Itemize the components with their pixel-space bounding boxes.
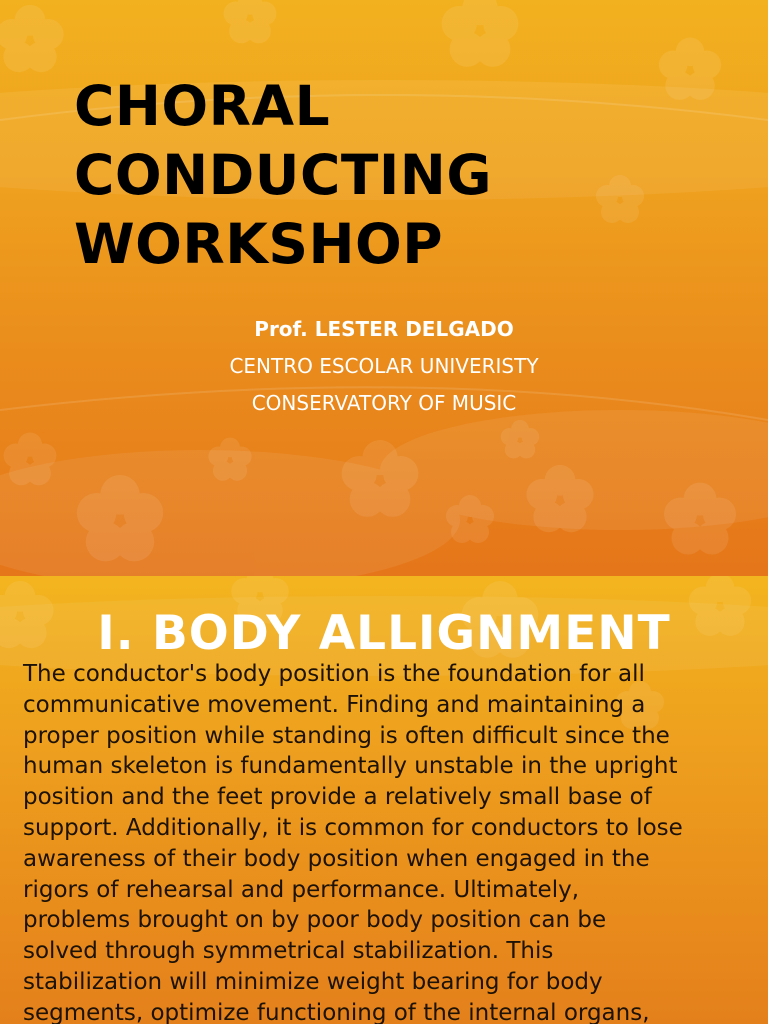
body-line: stabilization will minimize weight bearing for body: [23, 968, 603, 995]
body-line: support. Additionally, it is common for conductors to lose: [23, 814, 683, 841]
body-line: human skeleton is fundamentally unstable in the upright: [23, 753, 678, 780]
body-line: communicative movement. Finding and maintaining a: [23, 691, 646, 718]
body-line: The conductor's body position is the foundation for all: [23, 661, 645, 687]
section-heading: I. BODY ALLIGNMENT: [97, 606, 671, 661]
body-line: proper position while standing is often difficult since the: [23, 722, 670, 749]
department-name: CONSERVATORY OF MUSIC: [251, 391, 517, 415]
body-line: solved through symmetrical stabilization. This: [23, 938, 554, 965]
body-line: problems brought on by poor body position can be: [23, 907, 607, 934]
presenter-name: Prof. LESTER DELGADO: [254, 317, 514, 341]
body-line: rigors of rehearsal and performance. Ultimately,: [23, 876, 580, 903]
body-line: segments, optimize functioning of the internal organs,: [23, 999, 650, 1024]
title-line: WORKSHOP: [74, 212, 444, 276]
slide-title: [74, 72, 492, 279]
body-line: awareness of their body position when engaged in the: [23, 845, 650, 872]
content-slide: [0, 576, 768, 1024]
body-line: position and the feet provide a relatively small base of: [23, 784, 652, 811]
title-line: CHORAL: [74, 74, 331, 138]
title-line: CONDUCTING: [74, 143, 492, 207]
body-paragraph: [23, 659, 763, 1024]
institution-name: CENTRO ESCOLAR UNIVERISTY: [229, 354, 539, 378]
